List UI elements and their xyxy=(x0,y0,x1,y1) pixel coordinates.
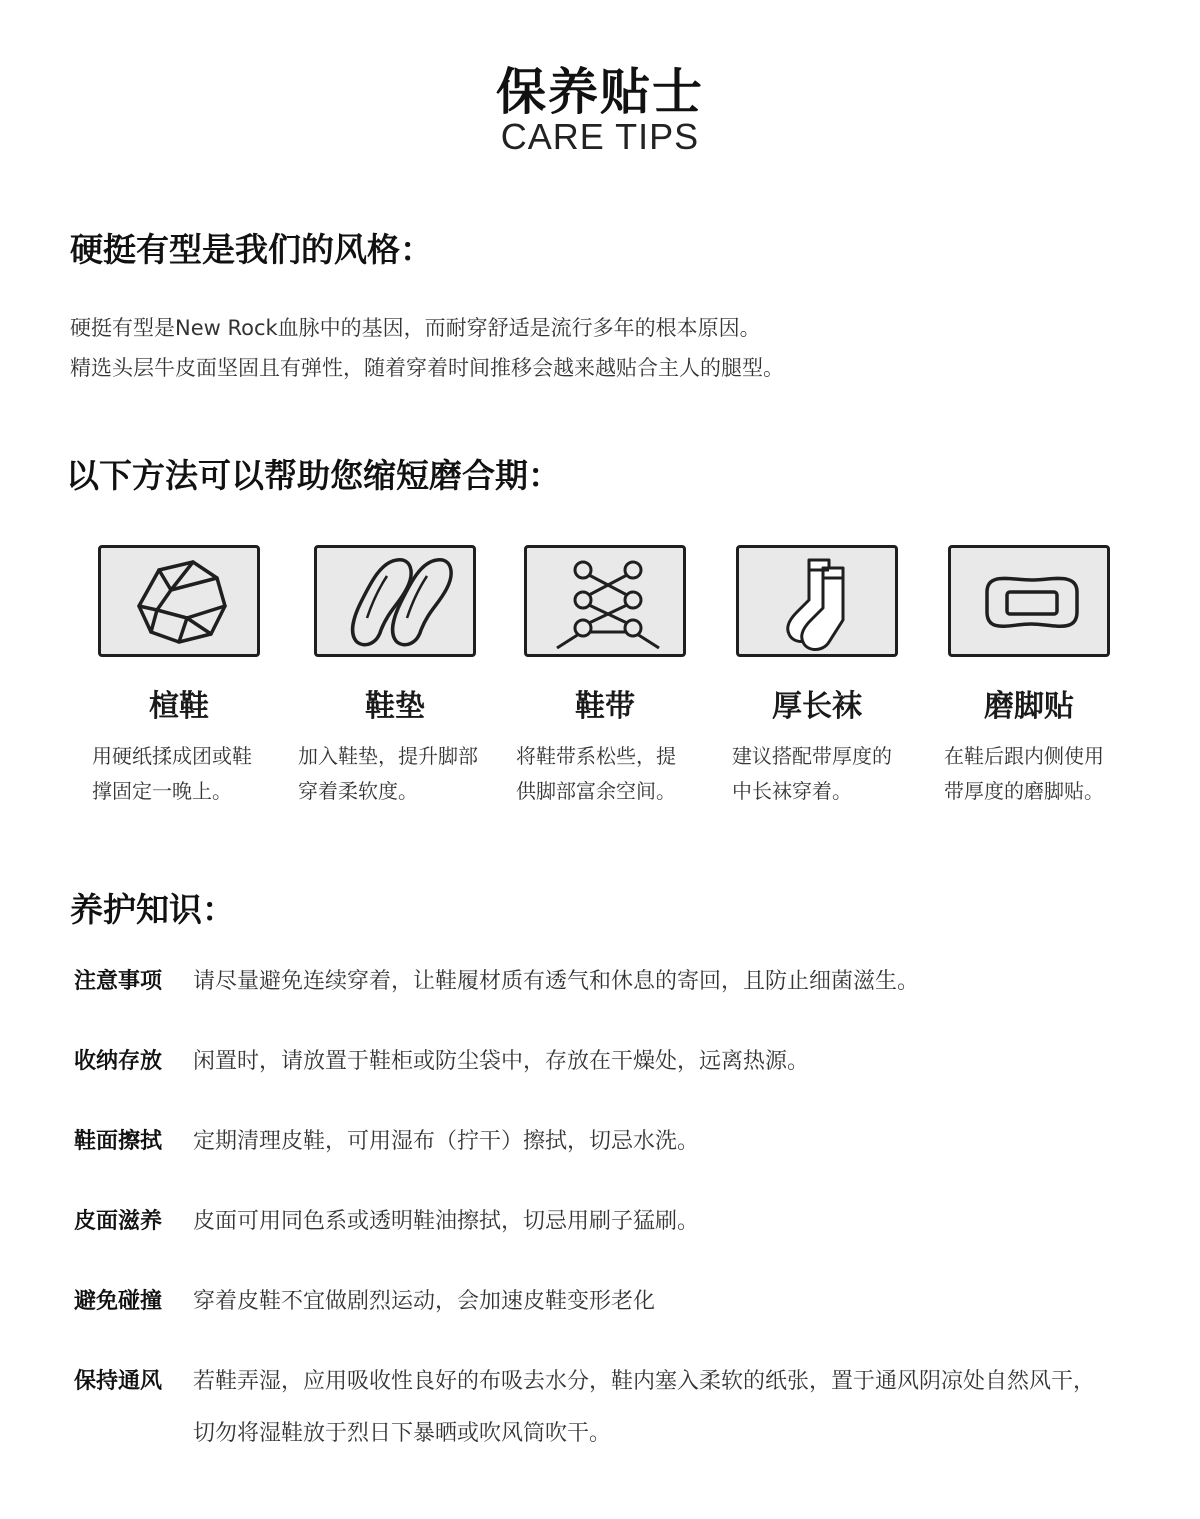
tip-desc xyxy=(92,739,298,809)
tip-desc-line: 穿着柔软度。 xyxy=(298,779,418,803)
care-item-label: 保持通风 xyxy=(74,1369,163,1394)
care-item-text: 闲置时，请放置于鞋柜或防尘袋中，存放在干燥处，远离热源。 xyxy=(193,1049,810,1074)
care-item-label: 避免碰撞 xyxy=(74,1289,163,1314)
tip-icon-box xyxy=(314,545,476,657)
care-item-label: 皮面滋养 xyxy=(74,1209,163,1234)
tip-card xyxy=(732,545,936,809)
page-subtitle: CARE TIPS xyxy=(500,116,700,157)
intro-line: 硬挺有型是New Rock血脉中的基因，而耐穿舒适是流行多年的根本原因。 xyxy=(70,316,761,340)
care-item-label: 鞋面擦拭 xyxy=(74,1129,163,1154)
tip-name: 楦鞋 xyxy=(149,689,209,724)
tip-desc xyxy=(944,739,1148,809)
tip-card xyxy=(944,545,1148,809)
care-item-text: 定期清理皮鞋，可用湿布（拧干）擦拭，切忌水洗。 xyxy=(193,1129,700,1154)
tip-card xyxy=(516,545,724,809)
care-item-text: 若鞋弄湿，应用吸收性良好的布吸去水分，鞋内塞入柔软的纸张，置于通风阴凉处自然风干， xyxy=(193,1369,1096,1394)
section-heading-care: 养护知识： xyxy=(70,890,235,929)
care-item-label: 注意事项 xyxy=(74,969,163,994)
intro-text xyxy=(70,308,784,388)
intro-line: 精选头层牛皮面坚固且有弹性，随着穿着时间推移会越来越贴合主人的腿型。 xyxy=(70,356,784,380)
insole-icon xyxy=(317,548,479,660)
care-item-text-cont: 切勿将湿鞋放于烈日下暴晒或吹风筒吹干。 xyxy=(193,1421,612,1446)
care-item-text: 请尽量避免连续穿着，让鞋履材质有透气和休息的寄回，且防止细菌滋生。 xyxy=(193,969,920,994)
socks-icon xyxy=(739,548,901,660)
care-item-text: 皮面可用同色系或透明鞋油擦拭，切忌用刷子猛刷。 xyxy=(193,1209,700,1234)
tip-desc-line: 带厚度的磨脚贴。 xyxy=(944,779,1104,803)
tip-name: 鞋垫 xyxy=(365,689,425,724)
tip-icon-box xyxy=(736,545,898,657)
tip-desc-line: 加入鞋垫，提升脚部 xyxy=(298,744,478,768)
shoelace-icon xyxy=(527,548,689,660)
tip-desc-line: 建议搭配带厚度的 xyxy=(732,744,892,768)
care-item-label: 收纳存放 xyxy=(74,1049,163,1074)
tip-card xyxy=(298,545,514,809)
care-item-text: 穿着皮鞋不宜做剧烈运动，会加速皮鞋变形老化 xyxy=(193,1289,656,1314)
tip-name: 厚长袜 xyxy=(772,689,862,724)
tip-desc xyxy=(516,739,724,809)
tip-icon-box xyxy=(948,545,1110,657)
tip-desc xyxy=(298,739,514,809)
tip-icon-box xyxy=(524,545,686,657)
tip-icon-box xyxy=(98,545,260,657)
crumpled-paper-icon xyxy=(101,548,263,660)
tip-desc-line: 在鞋后跟内侧使用 xyxy=(944,744,1104,768)
section-heading-methods: 以下方法可以帮助您缩短磨合期： xyxy=(66,456,561,495)
tip-desc-line: 供脚部富余空间。 xyxy=(516,779,676,803)
tip-card xyxy=(92,545,298,809)
tip-desc-line: 撑固定一晚上。 xyxy=(92,779,232,803)
tip-desc xyxy=(732,739,936,809)
tip-name: 鞋带 xyxy=(575,689,635,724)
section-heading-style: 硬挺有型是我们的风格： xyxy=(70,230,433,269)
page-title: 保养贴士 xyxy=(496,63,704,121)
tip-desc-line: 将鞋带系松些，提 xyxy=(516,744,676,768)
tip-desc-line: 用硬纸揉成团或鞋 xyxy=(92,744,252,768)
tip-desc-line: 中长袜穿着。 xyxy=(732,779,852,803)
tip-name: 磨脚贴 xyxy=(984,689,1074,724)
heel-pad-icon xyxy=(951,548,1113,660)
